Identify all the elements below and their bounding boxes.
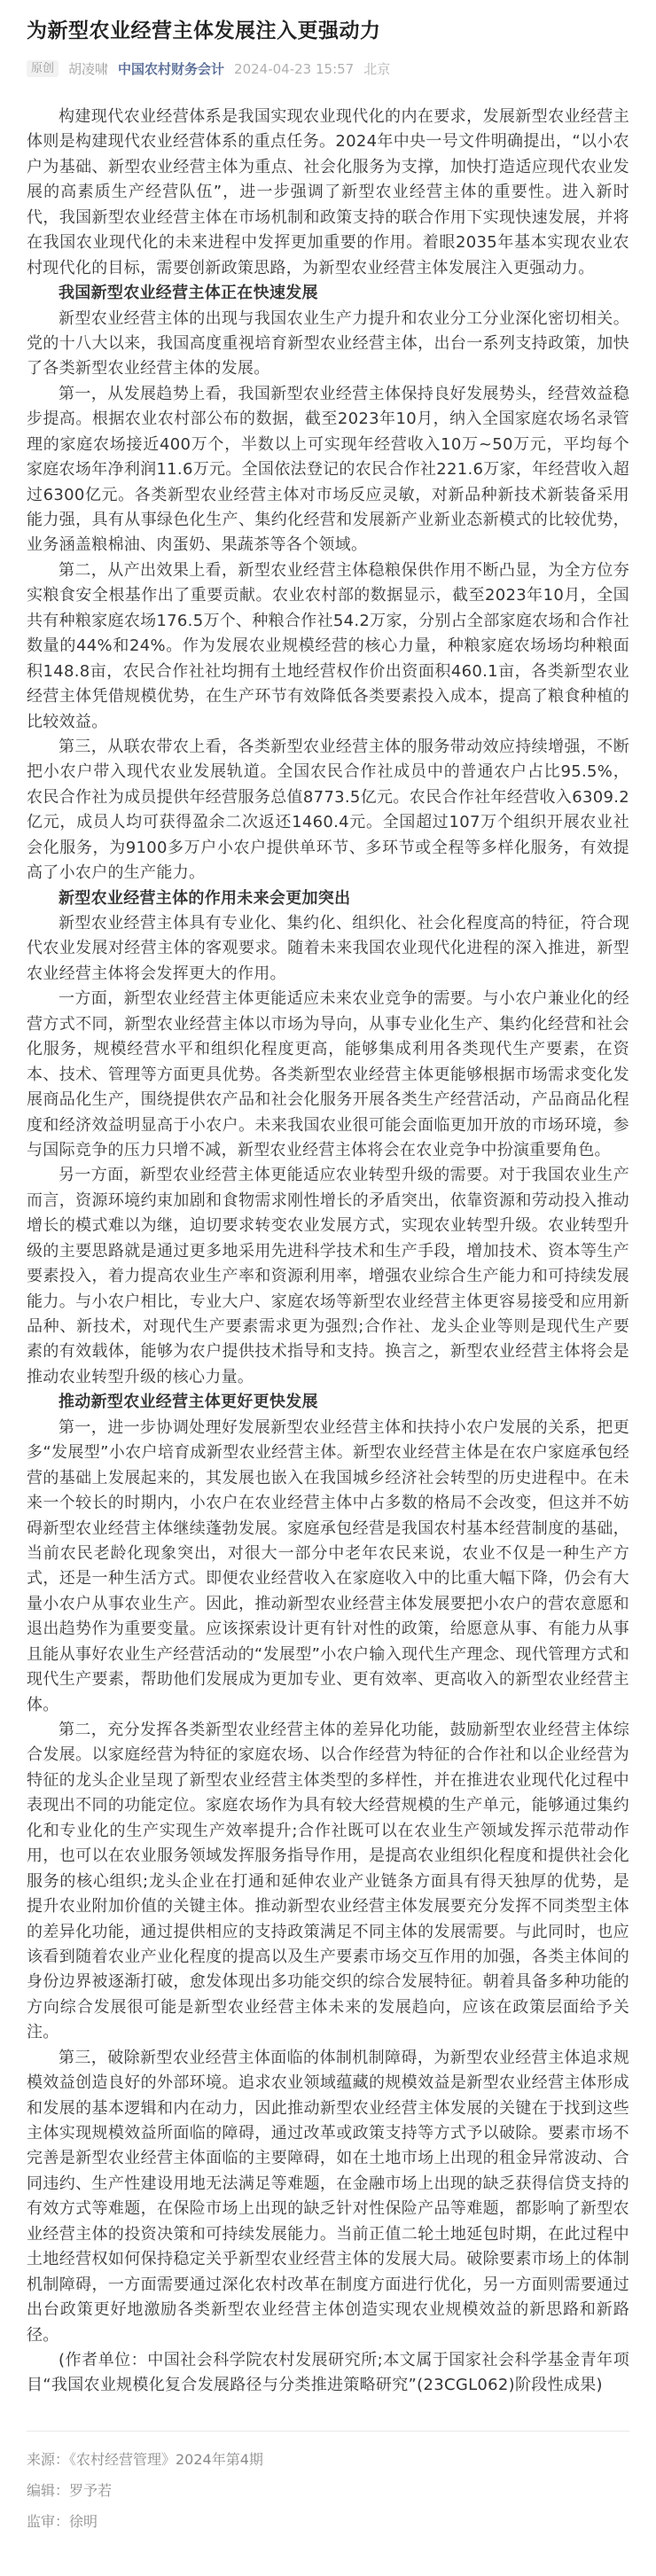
paragraph-author-note: (作者单位：中国社会科学院农村发展研究所;本文属于国家社会科学基金青年项目“我国农业规模化复合发展路径与分类推进策略研究”(23CGL062)阶段性成果) bbox=[27, 2350, 629, 2395]
paragraph-section1-intro: 新型农业经营主体的出现与我国农业生产力提升和农业分工分业深化密切相关。党的十八大以来，我国高度重视培育新型农业经营主体，出台一系列支持政策，加快了各类新型农业经营主体的发展。 bbox=[27, 308, 629, 379]
editor-line: 编辑：罗予若 bbox=[27, 2482, 113, 2500]
publish-time: 2024-04-23 15:57 bbox=[234, 60, 355, 77]
article-body bbox=[27, 105, 629, 2399]
article-footer bbox=[27, 2447, 629, 2534]
section-heading-1: 我国新型农业经营主体正在快速发展 bbox=[59, 284, 318, 303]
publish-location: 北京 bbox=[363, 61, 391, 78]
paragraph-section3-third: 第三，破除新型农业经营主体面临的体制机制障碍，为新型农业经营主体追求规模效益创造良好的外部环境。追求农业领域蕴藏的规模效益是新型农业经营主体形成和发展的基本逻辑和内在动力，因此推动新型农业经营主体发展的关键在于找到这些主体实现规模效益所面临的障碍，通过改革或政策支持等方式予以破除。要素市场不完善是新型农业经营主体面临的主要障碍，如在土地市场上出现的租金异常波动、合同违约、生产性建设用地无法满足等难题，在金融市场上出现的缺乏获得信贷支持的有效方式等难题，在保险市场上出现的缺乏针对性保险产品等难题，都影响了新型农业经营主体的投资决策和可持续发展能力。当前正值二轮土地延包时期，在此过程中土地经营权如何保持稳定关乎新型农业经营主体的发展大局。破除要素市场上的体制机制障碍，一方面需要通过深化农村改革在制度方面进行优化，另一方面则需要通过出台政策更好地激励各类新型农业经营主体创造实现农业规模效益的新思路和新路径。 bbox=[27, 2048, 629, 2345]
original-badge: 原创 bbox=[27, 60, 59, 77]
paragraph-section1-first: 第一，从发展趋势上看，我国新型农业经营主体保持良好发展势头，经营效益稳步提高。根据农业农村部公布的数据，截至2023年10月，纳入全国家庭农场名录管理的家庭农场接近400万个，半数以上可实现年经营收入10万~50万元，平均每个家庭农场年净利润11.6万元。全国依法登记的农民合作社221.6万家，年经营收入超过6300亿元。各类新型农业经营主体对市场反应灵敏，对新品种新技术新装备采用能力强，具有从事绿色化生产、集约化经营和发展新产业新业态新模式的比较优势，业务涵盖粮棉油、肉蛋奶、果蔬茶等各个领域。 bbox=[27, 384, 629, 555]
paragraph-section1-second: 第二，从产出效果上看，新型农业经营主体稳粮保供作用不断凸显，为全方位夯实粮食安全根基作出了重要贡献。农业农村部的数据显示，截至2023年10月，全国共有种粮家庭农场176.5万个、种粮合作社54.2万家，分别占全部家庭农场和合作社数量的44%和24%。作为发展农业规模经营的核心力量，种粮家庭农场场均种粮面积148.8亩，农民合作社社均拥有土地经营权作价出资面积460.1亩，各类新型农业经营主体凭借规模优势，在生产环节有效降低各类要素投入成本，提高了粮食种植的比较效益。 bbox=[27, 560, 629, 731]
paragraph-section2-intro: 新型农业经营主体具有专业化、集约化、组织化、社会化程度高的特征，符合现代农业发展对经营主体的客观要求。随着未来我国农业现代化进程的深入推进，新型农业经营主体将会发挥更大的作用。 bbox=[27, 914, 629, 983]
paragraph-section3-second: 第二，充分发挥各类新型农业经营主体的差异化功能，鼓励新型农业经营主体综合发展。以家庭经营为特征的家庭农场、以合作经营为特征的合作社和以企业经营为特征的龙头企业呈现了新型农业经营主体类型的多样性，并在推进农业现代化过程中表现出不同的功能定位。家庭农场作为具有较大经营规模的生产单元，能够通过集约化和专业化的生产实现生产效率提升;合作社既可以在农业生产领域发挥示范带动作用，也可以在农业服务领域发挥服务指导作用，是提高农业组织化程度和提供社会化服务的核心组织;龙头企业在打通和延伸农业产业链条方面具有得天独厚的优势，是提升农业附加价值的关键主体。推动新型农业经营主体发展要充分发挥不同类型主体的差异化功能，通过提供相应的支持政策满足不同主体的发展需要。与此同时，也应该看到随着农业产业化程度的提高以及生产要素市场交互作用的加强，各类主体间的身份边界被逐渐打破，愈发体现出多功能交织的综合发展特征。朝着具备多种功能的方向综合发展很可能是新型农业经营主体未来的发展趋向，应该在政策层面给予关注。 bbox=[27, 1721, 629, 2042]
paragraph-section2-aspect2: 另一方面，新型农业经营主体更能适应农业转型升级的需要。对于我国农业生产而言，资源环境约束加剧和食物需求刚性增长的矛盾突出，依靠资源和劳动投入推动增长的模式难以为继，迫切要求转变农业发展方式，实现农业转型升级。农业转型升级的主要思路就是通过更多地采用先进科学技术和生产手段，增加技术、资本等生产要素投入，着力提高农业生产率和资源利用率，增强农业综合生产能力和可持续发展能力。与小农户相比，专业大户、家庭农场等新型农业经营主体更容易接受和应用新品种、新技术，对现代生产要素需求更为强烈;合作社、龙头企业等则是现代生产要素的有效载体，能够为农户提供技术指导和支持。换言之，新型农业经营主体将会是推动农业转型升级的核心力量。 bbox=[27, 1166, 629, 1386]
article-title: 为新型农业经营主体发展注入更强动力 bbox=[27, 20, 381, 43]
author-name: 胡凌啸 bbox=[68, 61, 109, 78]
paragraph-section3-first: 第一，进一步协调处理好发展新型农业经营主体和扶持小农户发展的关系，把更多“发展型”小农户培育成新型农业经营主体。新型农业经营主体是在农户家庭承包经营的基础上发展起来的，其发展也嵌入在我国城乡经济社会转型的历史进程中。在未来一个较长的时期内，小农户在农业经营主体中占多数的格局不会改变，但这并不妨碍新型农业经营主体继续蓬勃发展。家庭承包经营是我国农村基本经营制度的基础，当前农民老龄化现象突出，对很大一部分中老年农民来说，农业不仅是一种生产方式，还是一种生活方式。即便农业经营收入在家庭收入中的比重大幅下降，仍会有大量小农户从事农业生产。因此，推动新型农业经营主体发展要把小农户的营农意愿和退出趋势作为重要变量。应该探索设计更有针对性的政策，给愿意从事、有能力从事且能从事好农业生产经营活动的“发展型”小农户输入现代生产理念、现代管理方式和现代生产要素，帮助他们发展成为更加专业、更有效率、更高收入的新型农业经营主体。 bbox=[27, 1417, 629, 1714]
section-heading-2: 新型农业经营主体的作用未来会更加突出 bbox=[59, 888, 351, 908]
footer-divider bbox=[27, 2431, 629, 2432]
paragraph-section1-third: 第三，从联农带农上看，各类新型农业经营主体的服务带动效应持续增强，不断把小农户带入现代农业发展轨道。全国农民合作社成员中的普通农户占比95.5%，农民合作社为成员提供年经营服务总值8773.5亿元。农民合作社年经营收入6309.2亿元，成员人均可获得盈余二次返还1460.4元。全国超过107万个组织开展农业社会化服务，为9100多万户小农户提供单环节、多环节或全程等多样化服务，有效提高了小农户的生产能力。 bbox=[27, 737, 629, 883]
paragraph-intro: 构建现代农业经营体系是我国实现农业现代化的内在要求，发展新型农业经营主体则是构建现代农业经营体系的重点任务。2024年中央一号文件明确提出，“以小农户为基础、新型农业经营主体为重点、社会化服务为支撑，加快打造适应现代农业发展的高素质生产经营队伍”，进一步强调了新型农业经营主体的重要性。进入新时代，我国新型农业经营主体在市场机制和政策支持的联合作用下实现快速发展，并将在我国农业现代化的未来进程中发挥更加重要的作用。着眼2035年基本实现农业农村现代化的目标，需要创新政策思路，为新型农业经营主体发展注入更强动力。 bbox=[27, 107, 629, 277]
account-link[interactable]: 中国农村财务会计 bbox=[118, 61, 225, 78]
paragraph-section2-aspect1: 一方面，新型农业经营主体更能适应未来农业竞争的需要。与小农户兼业化的经营方式不同，新型农业经营主体以市场为导向，从事专业化生产、集约化经营和社会化服务，规模经营水平和组织化程度更高，能够集成利用各类现代生产要素，在资本、技术、管理等方面更具优势。各类新型农业经营主体更能够根据市场需求变化发展商品化生产，围绕提供农产品和社会化服务开展各类生产经营活动，产品商品化程度和经济效益明显高于小农户。未来我国农业很可能会面临更加开放的市场环境，参与国际竞争的压力只增不减，新型农业经营主体将会在农业竞争中扮演重要角色。 bbox=[27, 989, 629, 1159]
reviewer-line: 监审：徐明 bbox=[27, 2513, 98, 2531]
byline bbox=[27, 59, 629, 78]
source-line: 来源：《农村经营管理》2024年第4期 bbox=[27, 2450, 263, 2468]
section-heading-3: 推动新型农业经营主体更好更快发展 bbox=[59, 1393, 318, 1412]
